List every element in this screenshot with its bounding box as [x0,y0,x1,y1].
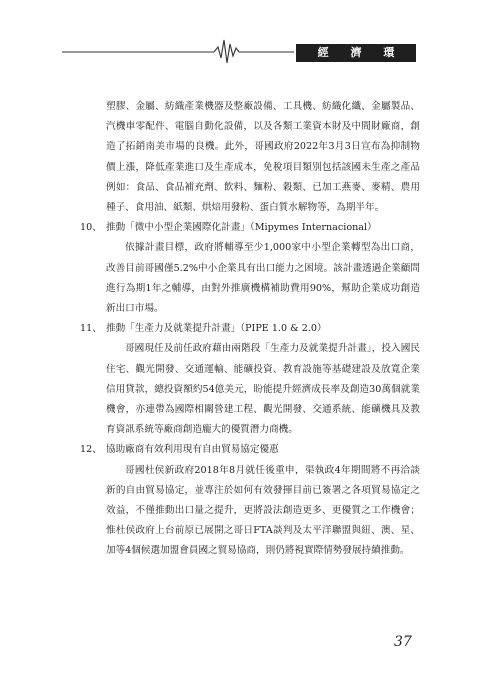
continued-paragraph: 塑膠、金屬、紡織產業機器及整廠設備、工具機、紡織化纖、金屬製品、汽機車零配件、電腦自動化設備，以及各類工業資本財及中間財廠商，創造了拓銷南美市場的良機。此外，哥國政府2022年3月3日宣布為抑制物價上漲，降低產業進口及生產成本，免稅項目類別包括該國未生產之產品例如：食品、食品補充劑、飲料、麵粉、穀類、已加工燕麥、麥精、農用種子、食用油、紙類、烘焙用發粉、蛋白質水解物等，為期半年。 [106,101,420,214]
section-title-bar: 經 濟 環 境 [296,44,416,62]
list-item-12-body: 哥國杜侯新政府2018年8月就任後重申，渠執政4年期間將不再洽談新的自由貿易協定，並專注於如何有效發揮目前已簽署之各項貿易協定之效益，不僅推動出口量之提升，更將設法創造更多、更優質之工作機會；惟杜侯政府上台前原已展開之哥日FTA談判及太平洋聯盟與紐、澳、星、加等4個候選加盟會員國之貿易協商，則仍將視實際情勢發展持續推動。 [106,464,420,557]
list-item-title: 推動「微中小型企業國際化計畫」（Mipymes Internacional） [106,222,377,234]
list-item-number: 12、 [80,444,102,456]
list-item-10-body: 依據計畫目標，政府將輔導至少1,000家中小型企業轉型為出口商，改善目前哥國僅5.2%中小企業具有出口能力之困境。該計畫透過企業顧問進行為期1年之輔導，由對外推廣機構補助費用90%，幫助企業成功創造新出口市場。 [106,242,420,315]
list-item-title: 協助廠商有效利用現有自由貿易協定優惠 [106,444,279,456]
list-item-11-heading [80,319,420,339]
list-item-number: 10、 [80,222,102,234]
list-item-number: 11、 [80,323,102,335]
list-item-10-heading [80,218,420,238]
list-item-title: 推動「生產力及就業提升計畫」（PIPE 1.0 & 2.0） [106,323,327,335]
page-header [0,0,480,77]
list-item-11-body: 哥國現任及前任政府藉由兩階段「生產力及就業提升計畫」，投入國民住宅、觀光開發、交通運輸、能礦投資、教育設施等基礎建設及放寬企業信用貸款，總投資額約54億美元，盼能提升經濟成長率及創造30萬個就業機會，亦連帶為國際相關營建工程、觀光開發、交通系統、能礦機具及教育資訊系統等廠商創造龐大的優質潛力商機。 [106,343,420,436]
page-body [80,97,420,562]
list-item-12-heading [80,440,420,460]
page-number: 37 [394,634,412,650]
